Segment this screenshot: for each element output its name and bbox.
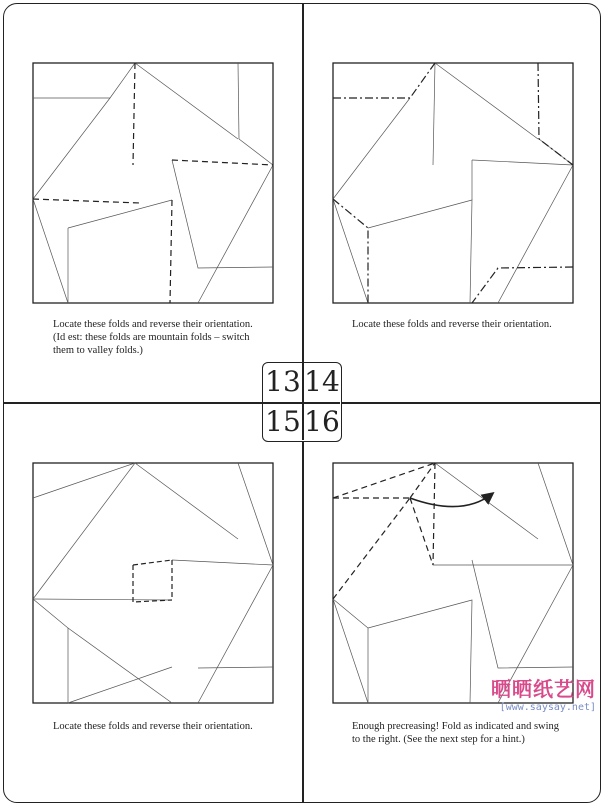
caption-step-15: Locate these folds and reverse their orientation. bbox=[53, 721, 253, 732]
step-number-16: 16 bbox=[304, 405, 340, 438]
step-number-14: 14 bbox=[304, 365, 340, 398]
diagram-step-16 bbox=[332, 462, 575, 705]
caption-step-16: Enough precreasing! Fold as indicated and swing to the right. (See the next step for a hint.) bbox=[352, 721, 560, 745]
caption-step-14: Locate these folds and reverse their orientation. bbox=[352, 319, 552, 330]
diagram-step-15 bbox=[32, 462, 275, 705]
step-number-box bbox=[262, 362, 342, 442]
watermark-url: [www.saysay.net] bbox=[499, 702, 596, 713]
caption-step-13: Locate these folds and reverse their orientation. (Id est: these folds are mountain folds – switch them to valley folds.) bbox=[53, 319, 253, 356]
step-number-13: 13 bbox=[265, 365, 301, 398]
diagram-step-13 bbox=[32, 62, 275, 305]
watermark-title: 晒晒纸艺网 bbox=[491, 677, 596, 701]
step-number-15: 15 bbox=[265, 405, 301, 438]
watermark bbox=[491, 673, 596, 713]
diagram-step-14 bbox=[332, 62, 575, 305]
